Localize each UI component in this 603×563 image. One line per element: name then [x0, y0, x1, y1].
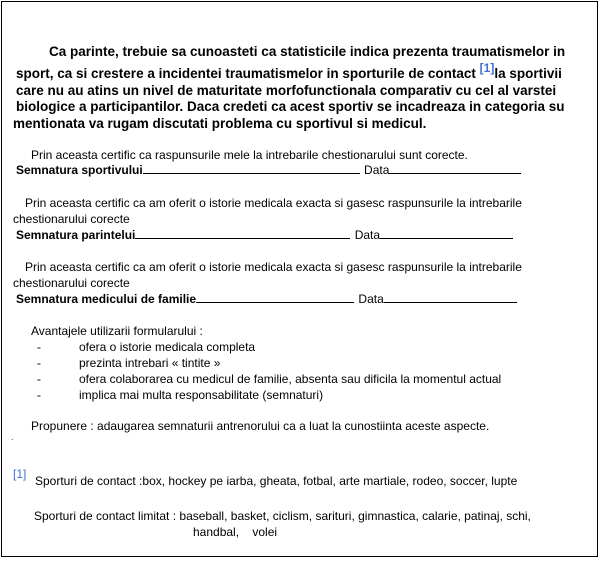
athlete-signature-label: Semnatura sportivului: [16, 163, 143, 177]
parent-date-line[interactable]: [380, 228, 513, 239]
advantage-item: prezinta intrebari « tintite »: [79, 356, 221, 370]
doctor-date-line[interactable]: [384, 292, 517, 303]
doctor-certification-2: chestionarului corecte: [13, 276, 130, 290]
intro-line-2-end: la sportivii: [494, 66, 562, 81]
athlete-date-label: Data: [364, 163, 390, 177]
intro-line-1: Ca parinte, trebuie sa cunoasteti ca statisticile indica prezenta traumatismelor in: [49, 44, 566, 59]
doctor-signature-label: Semnatura medicului de familie: [16, 292, 197, 306]
athlete-signature-row: [16, 163, 521, 177]
advantages-title: Avantajele utilizarii formularului :: [31, 324, 203, 338]
doctor-date-label: Data: [358, 292, 384, 306]
footnote-anchor[interactable]: [1]: [13, 467, 27, 481]
list-bullet: -: [37, 340, 41, 354]
athlete-date-line[interactable]: [389, 163, 521, 174]
intro-line-2-start: sport, ca si crestere a incidentei traumatismelor in sporturile de contact: [16, 66, 480, 81]
doctor-signature-line[interactable]: [196, 292, 354, 303]
footnote-limited-contact-1: Sporturi de contact limitat : baseball, basket, ciclism, sarituri, gimnastica, calarie, patinaj, schi,: [34, 509, 531, 523]
parent-signature-line[interactable]: [135, 228, 350, 239]
intro-line-4: biologice a participantilor. Daca credeti ca acest sportiv se incadreaza in categoria su: [16, 99, 565, 114]
parent-certification-1: Prin aceasta certific ca am oferit o istorie medicala exacta si gasesc raspunsurile la intrebarile: [25, 196, 522, 210]
athlete-certification: Prin aceasta certific ca raspunsurile mele la intrebarile chestionarului sunt corecte.: [31, 148, 468, 162]
stray-dot: .: [11, 432, 14, 442]
footnote-contact-sports: Sporturi de contact :box, hockey pe iarba, gheata, fotbal, arte martiale, rodeo, soccer, lupte: [35, 474, 518, 488]
intro-line-5: mentionata va rugam discutati problema cu sportivul si medicul.: [13, 116, 427, 131]
advantage-item: ofera o istorie medicala completa: [79, 340, 256, 354]
parent-signature-label: Semnatura parintelui: [16, 228, 136, 242]
list-bullet: -: [37, 356, 41, 370]
footnote-limited-contact-2: handbal, volei: [193, 525, 278, 539]
doctor-certification-1: Prin aceasta certific ca am oferit o istorie medicala exacta si gasesc raspunsurile la intrebarile: [25, 260, 522, 274]
proposal-text: Propunere : adaugarea semnaturii antrenorului ca a luat la cunostiinta aceste aspecte.: [31, 419, 490, 433]
parent-certification-2: chestionarului corecte: [13, 212, 130, 226]
intro-line-2: [16, 61, 562, 81]
athlete-signature-line[interactable]: [143, 163, 360, 174]
footnote-ref-link[interactable]: [1]: [479, 61, 495, 75]
advantage-item: implica mai multa responsabilitate (semnaturi): [79, 388, 324, 402]
parent-signature-row: [16, 228, 513, 242]
list-bullet: -: [37, 372, 41, 386]
advantage-item: ofera colaborarea cu medicul de familie, absenta sau dificila la momentul actual: [79, 372, 502, 386]
doctor-signature-row: [16, 292, 517, 306]
intro-line-3: care nu au atins un nivel de maturitate morfofunctionala comparativ cu cel al varstei: [16, 83, 557, 98]
parent-date-label: Data: [354, 228, 381, 242]
list-bullet: -: [37, 388, 41, 402]
